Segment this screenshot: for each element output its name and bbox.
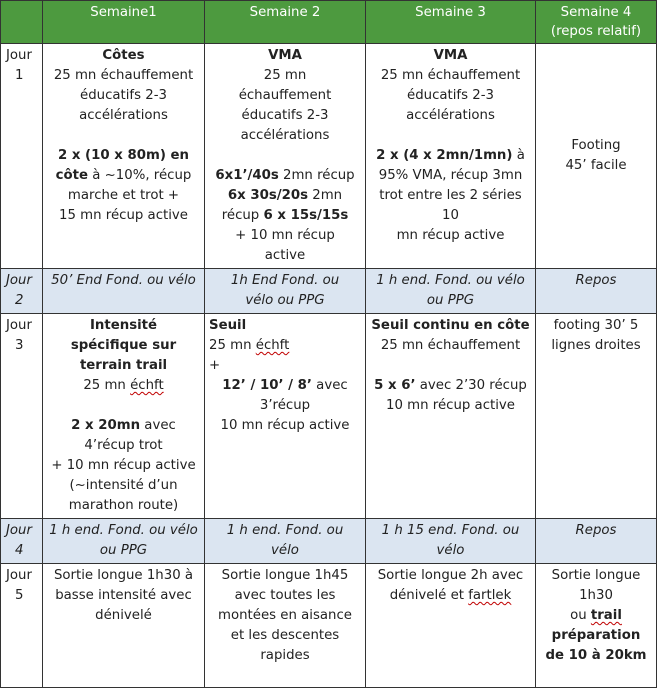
day-label: [1, 519, 43, 564]
session-line: 4’récup trot: [84, 438, 163, 453]
session-line: avec toutes les: [234, 588, 336, 603]
day-label-text: Jour: [6, 318, 32, 333]
session-line: avec: [140, 418, 176, 433]
session-line: 50’ End Fond. ou vélo: [51, 273, 196, 288]
session-line: Footing: [571, 138, 621, 153]
session-line: 1 h end. Fond. ou: [226, 523, 344, 538]
day-label: [1, 269, 43, 314]
session-main-set: 2 x 20mn: [71, 418, 141, 433]
cell-day3-week2: [205, 314, 366, 519]
day-label-text: Jour: [6, 48, 32, 63]
spacer: [209, 146, 361, 166]
session-line: 25 mn échauffement: [53, 68, 194, 83]
session-line: marathon route): [68, 498, 179, 513]
session-line: 25 mn échauffement: [380, 338, 521, 353]
day-number: 4: [15, 543, 24, 558]
header-week-4-subtitle: (repos relatif): [550, 24, 642, 39]
session-line: Sortie longue 1h45: [221, 568, 349, 583]
spacer: [47, 126, 200, 146]
header-week-2: Semaine 2: [205, 1, 366, 44]
session-line: accélérations: [406, 108, 495, 123]
session-line: récup: [221, 208, 264, 223]
cell-day3-week4: [536, 314, 657, 519]
header-corner-cell: [1, 1, 43, 44]
session-line: accélérations: [79, 108, 168, 123]
session-line: marche et trot +: [67, 188, 180, 203]
cell-day1-week3: [366, 44, 536, 269]
session-line: à ~10%, récup: [88, 168, 192, 183]
cell-day3-week3: [366, 314, 536, 519]
session-line: trot entre les 2 séries 10: [379, 188, 522, 223]
session-main-set: 2 x (10 x 80m) en: [57, 148, 190, 163]
day-label-text: Jour: [6, 568, 32, 583]
session-line: fartlek: [468, 588, 512, 603]
cell-day1-week2: [205, 44, 366, 269]
session-line: 95% VMA, récup 3mn: [378, 168, 523, 183]
session-line: mn récup active: [396, 228, 505, 243]
day-label: [1, 44, 43, 269]
session-line: échft: [130, 378, 164, 393]
session-main-set: 2 x (4 x 2mn/1mn): [376, 148, 513, 163]
day-number: 1: [15, 68, 24, 83]
session-line: 45’ facile: [565, 158, 627, 173]
session-line: (~intensité d’un: [69, 478, 178, 493]
session-main-set: trail: [590, 608, 622, 623]
session-line: ou PPG: [99, 543, 148, 558]
table-row-day-1: [1, 44, 657, 269]
cell-day5-week3: [366, 564, 536, 688]
cell-day2-week4: [536, 269, 657, 314]
spacer: [370, 126, 531, 146]
session-line: avec 2’30 récup: [415, 378, 527, 393]
session-line: +: [209, 358, 221, 373]
session-line: 1 h end. Fond. ou vélo: [376, 273, 525, 288]
session-line: Repos: [575, 523, 617, 538]
session-line: Sortie longue 1h30 à: [53, 568, 194, 583]
session-line: échauffement: [238, 88, 332, 103]
session-line: 10 mn récup active: [220, 418, 350, 433]
session-line: éducatifs 2-3: [241, 108, 329, 123]
cell-day4-week3: [366, 519, 536, 564]
session-title: Seuil continu en côte: [371, 318, 530, 333]
session-line: lignes droites: [551, 338, 641, 353]
session-line: 2mn récup: [278, 168, 355, 183]
cell-day2-week1: [43, 269, 205, 314]
cell-day5-week4: [536, 564, 657, 688]
session-line: basse intensité avec: [55, 588, 192, 603]
session-line: 25 mn: [263, 68, 307, 83]
cell-day2-week3: [366, 269, 536, 314]
session-title: VMA: [433, 48, 468, 63]
cell-day4-week1: [43, 519, 205, 564]
session-line: 2mn: [308, 188, 343, 203]
session-line: footing 30’ 5: [553, 318, 639, 333]
session-title: VMA: [268, 48, 302, 63]
session-line: avec: [311, 378, 348, 393]
session-title: Côtes: [102, 48, 145, 63]
header-week-4-title: Semaine 4: [560, 5, 632, 20]
header-row: [1, 1, 657, 44]
cell-day4-week4: [536, 519, 657, 564]
day-number: 2: [15, 293, 24, 308]
cell-day5-week1: [43, 564, 205, 688]
session-line: Sortie longue 2h avec: [377, 568, 524, 583]
session-line: accélérations: [240, 128, 330, 143]
session-line: ou PPG: [426, 293, 475, 308]
day-label-text: Jour: [6, 523, 32, 538]
session-title: terrain trail: [79, 358, 168, 373]
session-line: 1 h end. Fond. ou vélo: [49, 523, 198, 538]
session-line: 10 mn récup active: [386, 398, 515, 413]
session-main-set: 6x1’/40s: [215, 168, 279, 183]
table-row-day-3: [1, 314, 657, 519]
cell-day1-week4: [536, 44, 657, 269]
session-line: + 10 mn récup: [235, 228, 335, 243]
session-title: Seuil: [209, 318, 247, 333]
table-row-day-5: [1, 564, 657, 688]
table-row-day-4: [1, 519, 657, 564]
session-line: 1h30: [579, 588, 613, 603]
session-line: 15 mn récup active: [59, 208, 188, 223]
session-line: dénivelé: [95, 608, 152, 623]
session-line: vélo: [271, 543, 299, 558]
header-week-1: Semaine1: [43, 1, 205, 44]
session-line: et les descentes: [230, 628, 340, 643]
day-label: [1, 314, 43, 519]
day-number: 5: [15, 588, 24, 603]
session-line: 1 h 15 end. Fond. ou vélo: [381, 523, 520, 558]
session-line: 25 mn: [209, 338, 256, 353]
session-line: dénivelé et: [389, 588, 469, 603]
day-label: [1, 564, 43, 688]
cell-day3-week1: [43, 314, 205, 519]
session-main-set: de 10 à 20km: [545, 648, 647, 663]
session-line: active: [264, 248, 306, 263]
session-title: spécifique sur: [70, 338, 177, 353]
session-line: vélo ou PPG: [245, 293, 325, 308]
spacer: [370, 356, 531, 376]
session-line: à: [512, 148, 525, 163]
session-line: Repos: [575, 273, 617, 288]
session-line: éducatifs 2-3: [80, 88, 167, 103]
cell-day5-week2: [205, 564, 366, 688]
session-line: montées en aisance: [218, 608, 352, 623]
session-line: éducatifs 2-3: [407, 88, 494, 103]
session-main-set: 12’ / 10’ / 8’: [222, 378, 312, 393]
cell-day2-week2: [205, 269, 366, 314]
session-line: 1h End Fond. ou: [230, 273, 340, 288]
day-label-text: Jour: [6, 273, 32, 288]
table-row-day-2: [1, 269, 657, 314]
session-main-set: côte: [55, 168, 89, 183]
session-line: 25 mn échauffement: [380, 68, 521, 83]
cell-day4-week2: [205, 519, 366, 564]
session-line: 25 mn: [83, 378, 131, 393]
cell-day1-week1: [43, 44, 205, 269]
session-title: Intensité: [89, 318, 158, 333]
header-week-4: [536, 1, 657, 44]
session-main-set: 5 x 6’: [374, 378, 416, 393]
session-main-set: 6 x 15s/15s: [263, 208, 349, 223]
session-main-set: 6x 30s/20s: [227, 188, 309, 203]
spacer: [47, 396, 200, 416]
session-line: Sortie longue: [551, 568, 641, 583]
session-line: échft: [255, 338, 290, 353]
session-main-set: préparation: [551, 628, 641, 643]
session-line: + 10 mn récup active: [51, 458, 196, 473]
session-line: 3’récup: [259, 398, 311, 413]
day-number: 3: [15, 338, 24, 353]
session-line: ou: [570, 608, 591, 623]
session-line: rapides: [260, 648, 310, 663]
header-week-3: Semaine 3: [366, 1, 536, 44]
